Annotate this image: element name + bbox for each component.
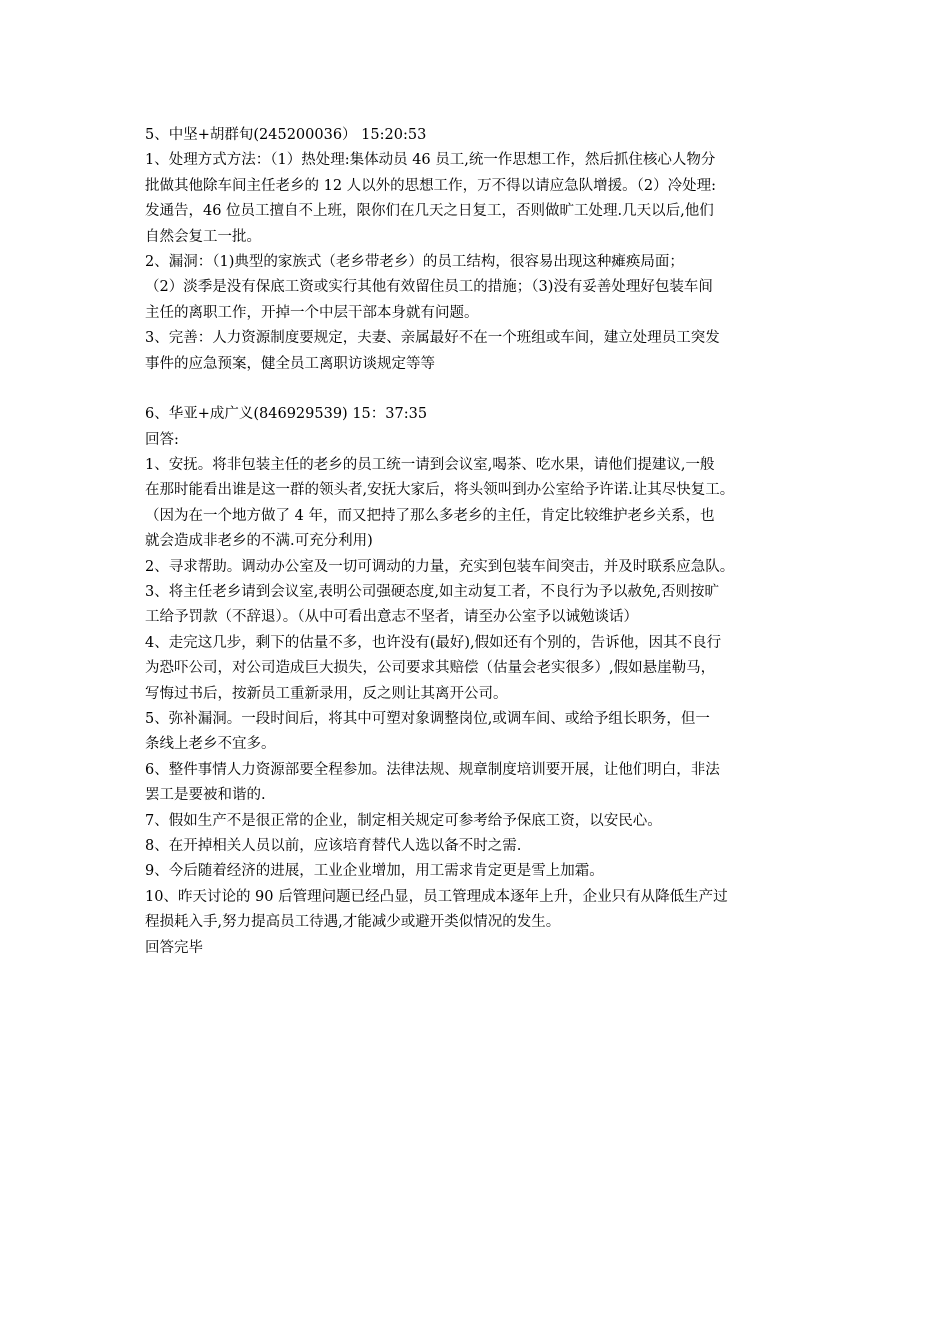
section-5-line: 2、漏洞：（1)典型的家族式（老乡带老乡）的员工结构，很容易出现这种瘫痪局面； — [145, 253, 684, 270]
section-5-line: 发通告，46 位员工擅自不上班，限你们在几天之日复工，否则做旷工处理.几天以后,他们 — [145, 203, 714, 220]
section-5-line: （2）淡季是没有保底工资或实行其他有效留住员工的措施；（3)没有妥善处理好包装车间 — [145, 279, 713, 296]
section-6-line: 在那时能看出谁是这一群的领头者,安抚大家后，将头领叫到办公室给予许诺.让其尽快复工。 — [145, 482, 735, 499]
section-6-header: 6、华亚+成广义(846929539) 15：37:35 — [145, 406, 428, 423]
section-6-line: 写悔过书后，按新员工重新录用，反之则让其离开公司。 — [145, 685, 508, 702]
section-6-line: 9、今后随着经济的进展，工业企业增加，用工需求肯定更是雪上加霜。 — [145, 863, 604, 880]
section-5-header: 5、中坚+胡群旬(245200036） 15:20:53 — [145, 127, 427, 143]
section-5 — [145, 123, 825, 377]
section-6-line: 10、昨天讨论的 90 后管理问题已经凸显，员工管理成本逐年上升，企业只有从降低生产过 — [145, 888, 728, 905]
section-5-line: 事件的应急预案，健全员工离职访谈规定等等 — [145, 355, 435, 372]
section-6-line: 7、假如生产不是很正常的企业，制定相关规定可参考给予保底工资，以安民心。 — [145, 812, 662, 829]
section-6-line: 就会造成非老乡的不满.可充分利用) — [145, 533, 373, 550]
document-body — [145, 123, 825, 961]
section-6-line: 为恐吓公司，对公司造成巨大损失，公司要求其赔偿（估量会老实很多）,假如悬崖勒马， — [145, 660, 716, 677]
section-6-line: 条线上老乡不宜多。 — [145, 736, 276, 753]
section-5-line: 3、完善：人力资源制度要规定，夫妻、亲属最好不在一个班组或车间，建立处理员工突发 — [145, 330, 720, 347]
section-6-line: 4、走完这几步，剩下的估量不多，也许没有(最好),假如还有个别的，告诉他，因其不良行 — [145, 634, 722, 651]
section-6-line: 6、整件事情人力资源部要全程参加。法律法规、规章制度培训要开展，让他们明白，非法 — [145, 761, 720, 778]
section-6-line: 罢工是要被和谐的. — [145, 787, 266, 804]
section-6-line: 5、弥补漏洞。一段时间后，将其中可塑对象调整岗位,或调车间、或给予组长职务，但一 — [145, 710, 710, 727]
section-6-line: 工给予罚款（不辞退）。（从中可看出意志不坚者，请至办公室予以诫勉谈话） — [145, 609, 638, 626]
section-6-line: 3、将主任老乡请到会议室,表明公司强硬态度,如主动复工者，不良行为予以赦免,否则按旷 — [145, 584, 720, 601]
section-6-line: 程损耗入手,努力提高员工待遇,才能减少或避开类似情况的发生。 — [145, 914, 561, 931]
section-6-line: 8、在开掉相关人员以前，应该培育替代人选以备不时之需. — [145, 837, 522, 854]
section-6-line: 回答完毕 — [145, 939, 203, 956]
section-5-line: 自然会复工一批。 — [145, 228, 261, 245]
section-6-line: 2、寻求帮助。调动办公室及一切可调动的力量，充实到包装车间突击，并及时联系应急队。 — [145, 558, 735, 575]
section-6 — [145, 402, 825, 961]
section-5-line: 主任的离职工作，开掉一个中层干部本身就有问题。 — [145, 304, 479, 321]
section-5-line: 批做其他除车间主任老乡的 12 人以外的思想工作，万不得以请应急队增援。（2）冷处理: — [145, 177, 717, 194]
section-5-line: 1、处理方式方法：（1）热处理:集体动员 46 员工,统一作思想工作，然后抓住核心人物分 — [145, 152, 716, 169]
section-6-line: （因为在一个地方做了 4 年，而又把持了那么多老乡的主任，肯定比较维护老乡关系，也 — [145, 507, 715, 524]
section-6-line: 回答: — [145, 431, 179, 448]
paragraph-spacer — [145, 377, 825, 402]
section-6-line: 1、安抚。将非包装主任的老乡的员工统一请到会议室,喝茶、吃水果，请他们提建议,一般 — [145, 457, 715, 474]
